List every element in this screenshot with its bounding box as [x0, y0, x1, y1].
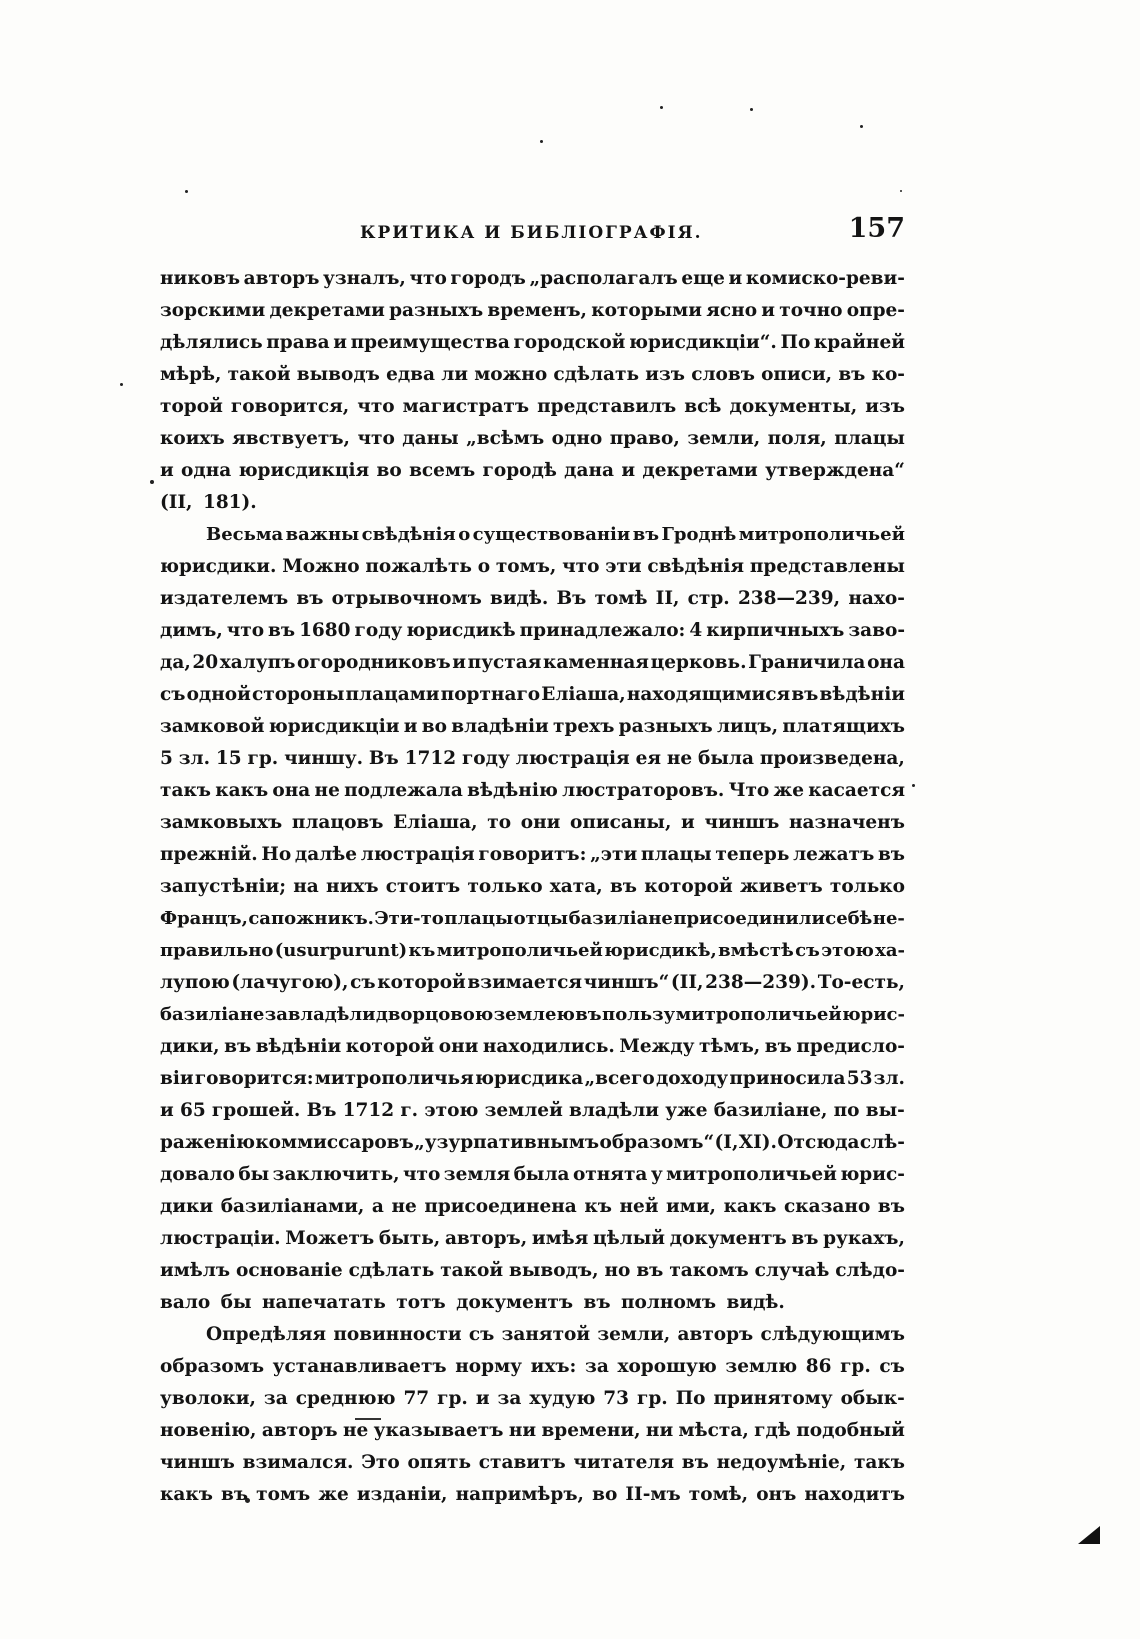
- text-line: новенію, авторъ не указываетъ ни времени, ни мѣста, гдѣ подобный: [160, 1420, 905, 1441]
- text-line: издателемъ въ отрывочномъ видѣ. Въ томѣ II, стр. 238—239, нахо-: [160, 588, 905, 609]
- text-line: да, 20 халупъ огородниковъ и пустая каменная церковь. Граничила она: [160, 652, 905, 673]
- scan-speck: [120, 383, 123, 386]
- scan-speck: [860, 125, 863, 128]
- text-line: и одна юрисдикція во всемъ городѣ дана и декретами утверждена“: [160, 460, 905, 481]
- text-line: 5 зл. 15 гр. чиншу. Въ 1712 году люстрація ея не была произведена,: [160, 748, 905, 769]
- scan-speck: [185, 190, 188, 193]
- text-line: юрисдики. Можно пожалѣть о томъ, что эти свѣдѣнія представлены: [160, 556, 905, 577]
- text-line: (II, 181).: [160, 492, 257, 513]
- scan-corner-mark: [1078, 1526, 1100, 1544]
- text-line: Опредѣляя повинности съ занятой земли, авторъ слѣдующимъ: [206, 1324, 905, 1345]
- text-line: замковой юрисдикціи и во владѣніи трехъ разныхъ лицъ, платящихъ: [160, 716, 905, 737]
- page-number: 157: [848, 213, 905, 244]
- text-line: такъ какъ она не подлежала вѣдѣнію люстраторовъ. Что же касается: [160, 780, 905, 801]
- text-line: никовъ авторъ узналъ, что городъ „располагалъ еще и комиско-реви-: [160, 268, 905, 289]
- text-line: какъ въ томъ же изданіи, напримѣръ, во II-мъ томѣ, онъ находитъ: [160, 1484, 905, 1505]
- text-line: лупою (лачугою), съ которой взимается чиншъ“ (II, 238—239). То-есть,: [160, 972, 905, 993]
- scan-speck: [150, 480, 154, 484]
- scan-speck: [660, 106, 663, 109]
- text-line: люстраціи. Можетъ быть, авторъ, имѣя цѣлый документъ въ рукахъ,: [160, 1228, 905, 1249]
- text-line: віи говорится: митрополичья юрисдика „всего доходу приносила 53 зл.: [160, 1068, 905, 1089]
- text-line: и 65 грошей. Въ 1712 г. этою землей владѣли уже базиліане, по вы-: [160, 1100, 905, 1121]
- text-line: зорскими декретами разныхъ временъ, которыми ясно и точно опре-: [160, 300, 905, 321]
- text-line: базиліане завладѣли дворцовою землею въ пользу митрополичьей юрис-: [160, 1004, 905, 1025]
- text-line: прежній. Но далѣе люстрація говоритъ: „эти плацы теперь лежатъ въ: [160, 844, 905, 865]
- text-line: димъ, что въ 1680 году юрисдикѣ принадлежало: 4 кирпичныхъ заво-: [160, 620, 905, 641]
- scan-speck: [540, 140, 543, 143]
- running-title: КРИТИКА И БИБЛІОГРАФІЯ.: [360, 223, 703, 243]
- body-text: [160, 263, 905, 1511]
- text-line: дики, въ вѣдѣніи которой они находились. Между тѣмъ, въ предисло-: [160, 1036, 905, 1057]
- text-line: Весьма важны свѣдѣнія о существованіи въ Гроднѣ митрополичьей: [206, 524, 905, 545]
- text-line: торой говорится, что магистратъ представилъ всѣ документы, изъ: [160, 396, 905, 417]
- text-line: чиншъ взимался. Это опять ставитъ читателя въ недоумѣніе, такъ: [160, 1452, 905, 1473]
- text-line: раженію коммиссаровъ „узурпативнымъ образомъ“ (I, XI). Отсюда слѣ-: [160, 1132, 905, 1153]
- text-line: вало бы напечатать тотъ документъ въ полномъ видѣ.: [160, 1292, 785, 1313]
- text-line: уволоки, за среднюю 77 гр. и за худую 73 гр. По принятому обык-: [160, 1388, 905, 1409]
- scan-speck: [912, 784, 915, 787]
- text-line: правильно (usurpurunt) къ митрополичьей юрисдикѣ, вмѣстѣ съ этою ха-: [160, 940, 905, 961]
- text-line: Францъ, сапожникъ. Эти-то плацы отцы базиліане присоединили себѣ не-: [160, 908, 905, 929]
- text-line: коихъ явствуетъ, что даны „всѣмъ одно право, земли, поля, плацы: [160, 428, 905, 449]
- text-line: замковыхъ плацовъ Еліаша, то они описаны, и чиншъ назначенъ: [160, 812, 905, 833]
- scan-speck: [750, 108, 753, 111]
- text-line: съ одной стороны плацами портнаго Еліаша, находящимися въ вѣдѣніи: [160, 684, 905, 705]
- text-line: дики базиліанами, а не присоединена къ ней ими, какъ сказано въ: [160, 1196, 905, 1217]
- running-head: [160, 213, 905, 253]
- text-line: дѣлялись права и преимущества городской юрисдикціи“. По крайней: [160, 332, 905, 353]
- text-line: мѣрѣ, такой выводъ едва ли можно сдѣлать изъ словъ описи, въ ко-: [160, 364, 905, 385]
- text-line: образомъ устанавливаетъ норму ихъ: за хорошую землю 86 гр. съ: [160, 1356, 905, 1377]
- text-line: довало бы заключить, что земля была отнята у митрополичьей юрис-: [160, 1164, 905, 1185]
- text-line: запустѣніи; на нихъ стоитъ только хата, въ которой живетъ только: [160, 876, 905, 897]
- scan-speck: [900, 190, 902, 192]
- text-line: имѣлъ основаніе сдѣлать такой выводъ, но въ такомъ случаѣ слѣдо-: [160, 1260, 905, 1281]
